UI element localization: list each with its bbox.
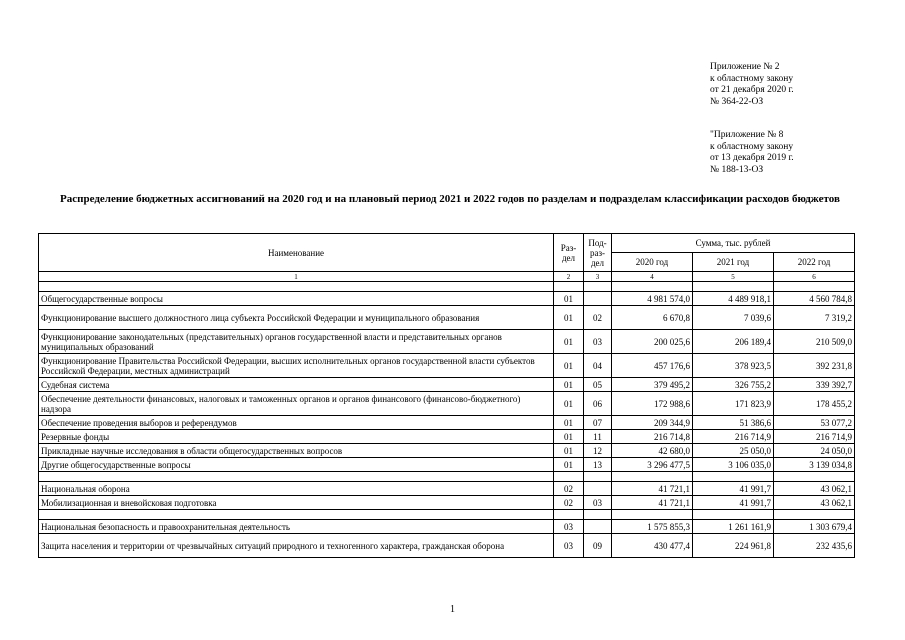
header-section: Раз-дел: [554, 234, 584, 272]
row-value-2020: 41 721,1: [612, 482, 693, 496]
row-subsection: 04: [584, 354, 612, 378]
row-subsection: 06: [584, 392, 612, 416]
row-value-2022: 43 062,1: [774, 496, 855, 510]
row-value-2020: 41 721,1: [612, 496, 693, 510]
table-row: [39, 330, 855, 354]
header-subsection: Под-раз-дел: [584, 234, 612, 272]
budget-table: [38, 233, 855, 558]
spacer-row: [39, 510, 855, 520]
appendix-line: от 13 декабря 2019 г.: [710, 153, 794, 163]
table-row: [39, 458, 855, 472]
row-value-2020: 6 670,8: [612, 306, 693, 330]
row-value-2022: 339 392,7: [774, 378, 855, 392]
table-row: [39, 292, 855, 306]
row-subsection: [584, 482, 612, 496]
row-value-2022: 210 509,0: [774, 330, 855, 354]
row-value-2021: 326 755,2: [693, 378, 774, 392]
table-row: [39, 354, 855, 378]
table-row: [39, 392, 855, 416]
table-row: [39, 306, 855, 330]
spacer-row: [39, 472, 855, 482]
row-value-2022: 3 139 034,8: [774, 458, 855, 472]
row-name: Прикладные научные исследования в области общегосударственных вопросов: [39, 444, 554, 458]
row-subsection: 13: [584, 458, 612, 472]
row-value-2022: 178 455,2: [774, 392, 855, 416]
spacer-row: [39, 282, 855, 292]
header-year-2022: 2022 год: [774, 253, 855, 272]
table-row: [39, 496, 855, 510]
row-section: 02: [554, 482, 584, 496]
row-section: 01: [554, 354, 584, 378]
row-value-2021: 25 050,0: [693, 444, 774, 458]
column-number: 5: [693, 272, 774, 282]
table-row: [39, 444, 855, 458]
row-name: Обеспечение деятельности финансовых, налоговых и таможенных органов и органов финансового (финансово-бюджетного) надзора: [39, 392, 554, 416]
row-value-2020: 3 296 477,5: [612, 458, 693, 472]
column-number: 4: [612, 272, 693, 282]
row-name: Мобилизационная и вневойсковая подготовка: [39, 496, 554, 510]
appendix-line: "Приложение № 8: [710, 130, 784, 140]
row-value-2021: 51 386,6: [693, 416, 774, 430]
row-subsection: 03: [584, 496, 612, 510]
row-value-2020: 209 344,9: [612, 416, 693, 430]
row-name: Общегосударственные вопросы: [39, 292, 554, 306]
row-value-2021: 378 923,5: [693, 354, 774, 378]
row-value-2022: 7 319,2: [774, 306, 855, 330]
page-number: 1: [450, 604, 455, 615]
row-subsection: 05: [584, 378, 612, 392]
row-value-2021: 4 489 918,1: [693, 292, 774, 306]
row-name: Другие общегосударственные вопросы: [39, 458, 554, 472]
table-row: [39, 534, 855, 558]
row-value-2020: 1 575 855,3: [612, 520, 693, 534]
row-value-2022: 216 714,9: [774, 430, 855, 444]
appendix-2-reference: [710, 62, 794, 108]
row-value-2020: 172 988,6: [612, 392, 693, 416]
table-row: [39, 416, 855, 430]
row-value-2021: 3 106 035,0: [693, 458, 774, 472]
row-value-2022: 53 077,2: [774, 416, 855, 430]
column-number: 6: [774, 272, 855, 282]
row-value-2022: 24 050,0: [774, 444, 855, 458]
header-amount: Сумма, тыс. рублей: [612, 234, 855, 253]
row-value-2020: 457 176,6: [612, 354, 693, 378]
row-subsection: 11: [584, 430, 612, 444]
appendix-line: к областному закону: [710, 73, 794, 84]
row-value-2020: 42 680,0: [612, 444, 693, 458]
row-name: Функционирование Правительства Российской Федерации, высших исполнительных органов государственной власти субъектов Российской Федерации, местных администраций: [39, 354, 554, 378]
row-name: Функционирование высшего должностного лица субъекта Российской Федерации и муниципального образования: [39, 306, 554, 330]
column-number: 3: [584, 272, 612, 282]
appendix-line: от 21 декабря 2020 г.: [710, 85, 794, 95]
table-row: [39, 482, 855, 496]
row-section: 01: [554, 458, 584, 472]
row-subsection: [584, 292, 612, 306]
row-subsection: 12: [584, 444, 612, 458]
appendix-line: Приложение № 2: [710, 62, 780, 72]
row-name: Национальная оборона: [39, 482, 554, 496]
row-value-2020: 379 495,2: [612, 378, 693, 392]
row-value-2020: 430 477,4: [612, 534, 693, 558]
row-section: 01: [554, 430, 584, 444]
row-section: 01: [554, 306, 584, 330]
header-year-2020: 2020 год: [612, 253, 693, 272]
row-name: Обеспечение проведения выборов и референдумов: [39, 416, 554, 430]
row-value-2022: 392 231,8: [774, 354, 855, 378]
row-value-2021: 224 961,8: [693, 534, 774, 558]
row-value-2020: 4 981 574,0: [612, 292, 693, 306]
row-value-2021: 206 189,4: [693, 330, 774, 354]
row-section: 01: [554, 292, 584, 306]
appendix-line: № 364-22-ОЗ: [710, 96, 764, 107]
row-section: 01: [554, 378, 584, 392]
table-body: [39, 282, 855, 558]
row-section: 01: [554, 416, 584, 430]
row-value-2021: 171 823,9: [693, 392, 774, 416]
row-name: Судебная система: [39, 378, 554, 392]
appendix-8-reference: [710, 130, 794, 176]
header-name: Наименование: [39, 234, 554, 272]
row-value-2021: 7 039,6: [693, 306, 774, 330]
row-value-2021: 41 991,7: [693, 496, 774, 510]
row-value-2021: 41 991,7: [693, 482, 774, 496]
row-value-2022: 232 435,6: [774, 534, 855, 558]
row-value-2022: 43 062,1: [774, 482, 855, 496]
row-section: 02: [554, 496, 584, 510]
header-year-2021: 2021 год: [693, 253, 774, 272]
row-subsection: 09: [584, 534, 612, 558]
row-subsection: 02: [584, 306, 612, 330]
row-value-2022: 1 303 679,4: [774, 520, 855, 534]
appendix-line: № 188-13-ОЗ: [710, 164, 764, 175]
row-value-2020: 200 025,6: [612, 330, 693, 354]
table-row: [39, 378, 855, 392]
row-subsection: [584, 520, 612, 534]
row-name: Функционирование законодательных (представительных) органов государственной власти и представительных органов муниципальных образований: [39, 330, 554, 354]
row-section: 01: [554, 330, 584, 354]
row-name: Резервные фонды: [39, 430, 554, 444]
row-section: 01: [554, 392, 584, 416]
row-value-2022: 4 560 784,8: [774, 292, 855, 306]
row-value-2020: 216 714,8: [612, 430, 693, 444]
row-value-2021: 216 714,9: [693, 430, 774, 444]
column-number: 2: [554, 272, 584, 282]
row-section: 03: [554, 534, 584, 558]
row-value-2021: 1 261 161,9: [693, 520, 774, 534]
column-number: 1: [39, 272, 554, 282]
row-subsection: 03: [584, 330, 612, 354]
row-section: 01: [554, 444, 584, 458]
row-subsection: 07: [584, 416, 612, 430]
row-name: Защита населения и территории от чрезвычайных ситуаций природного и техногенного характера, гражданская оборона: [39, 534, 554, 558]
table-row: [39, 430, 855, 444]
row-name: Национальная безопасность и правоохранительная деятельность: [39, 520, 554, 534]
appendix-line: к областному закону: [710, 141, 794, 152]
table-row: [39, 520, 855, 534]
row-section: 03: [554, 520, 584, 534]
document-title: Распределение бюджетных ассигнований на 2020 год и на плановый период 2021 и 2022 годов по разделам и подразделам классификации расходов бюджетов: [60, 193, 840, 205]
